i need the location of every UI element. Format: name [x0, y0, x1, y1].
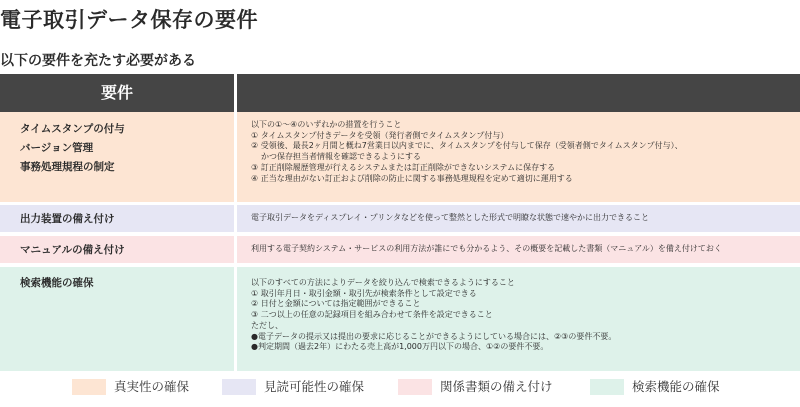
legend-label: 関係書類の備え付け	[440, 379, 553, 394]
row-label	[0, 267, 234, 371]
label-office-rules: 事務処理規程の制定	[20, 161, 115, 173]
label-version-control: バージョン管理	[20, 142, 94, 154]
table-row-authenticity	[0, 112, 800, 202]
table-row-manual	[0, 236, 800, 263]
legend	[0, 377, 800, 397]
table-row-output-device	[0, 205, 800, 232]
page-title: 電子取引データ保存の要件	[0, 8, 258, 32]
legend-swatch	[398, 379, 432, 395]
desc-line: かつ保存担当者情報を確認できるようにする	[261, 152, 421, 162]
page-subtitle: 以下の要件を充たす必要がある	[0, 53, 196, 69]
desc-line: ③ 二つ以上の任意の記録項目を組み合わせて条件を設定できること	[251, 310, 493, 320]
desc-line: ④ 正当な理由がない訂正および削除の防止に関する事務処理規程を定めて適切に運用する	[251, 173, 573, 183]
label-output-device: 出力装置の備え付け	[20, 213, 115, 225]
desc-line: 利用する電子契約システム・サービスの利用方法が誰にでも分かるよう、その概要を記載した書類（マニュアル）を備え付けておく	[251, 244, 722, 253]
desc-line: ① 取引年月日・取引金額・取引先が検索条件として設定できる	[251, 288, 477, 298]
desc-line: ① タイムスタンプ付きデータを受領（発行者側でタイムスタンプ付与）	[251, 130, 509, 140]
table-header	[0, 74, 800, 112]
label-manual: マニュアルの備え付け	[20, 244, 125, 256]
desc-line: ●電子データの提示又は提出の要求に応じることができるようにしている場合には、②③の要件不要。	[251, 331, 617, 341]
desc-line: ② 受領後、最長2ヶ月間と概ね7営業日以内までに、タイムスタンプを付与して保存（受領者側でタイムスタンプ付与）、	[251, 141, 683, 151]
header-requirement: 要件	[100, 83, 133, 102]
legend-swatch	[72, 379, 106, 395]
label-timestamp: タイムスタンプの付与	[20, 123, 125, 135]
desc-line: ●判定期間（過去2年）にわたる売上高が1,000万円以下の場合、①②の要件不要。	[251, 342, 549, 352]
legend-swatch	[222, 379, 256, 395]
desc-line: ② 日付と金額については指定範囲ができること	[251, 299, 421, 309]
legend-label: 真実性の確保	[114, 379, 190, 394]
row-label	[0, 205, 234, 232]
label-search: 検索機能の確保	[20, 277, 94, 289]
header-divider	[234, 74, 237, 112]
desc-line: 以下のすべての方法によりデータを絞り込んで検索できるようにすること	[251, 278, 515, 287]
legend-label: 見読可能性の確保	[264, 379, 365, 394]
desc-line: ただし、	[251, 320, 283, 330]
row-label	[0, 112, 234, 202]
row-description	[237, 267, 800, 371]
table-row-search	[0, 267, 800, 371]
legend-label: 検索機能の確保	[632, 379, 720, 394]
desc-line: 以下の①〜④のいずれかの措置を行うこと	[251, 120, 402, 129]
desc-line: 電子取引データをディスプレイ・プリンタなどを使って整然とした形式で明瞭な状態で速やかに出力できること	[251, 213, 649, 222]
row-description	[237, 236, 800, 263]
desc-line: ③ 訂正削除履歴管理が行えるシステムまたは訂正削除ができないシステムに保存する	[251, 162, 556, 172]
row-description	[237, 205, 800, 232]
row-label	[0, 236, 234, 263]
legend-swatch	[590, 379, 624, 395]
row-description	[237, 112, 800, 202]
